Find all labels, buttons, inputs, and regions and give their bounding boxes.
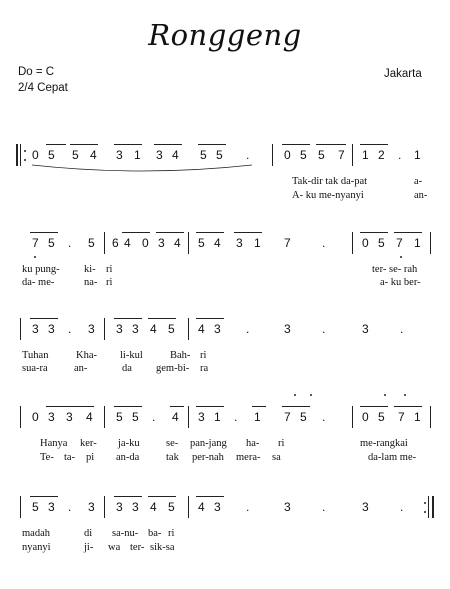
beam <box>196 232 224 233</box>
note: 5 <box>318 148 325 162</box>
beam <box>30 318 58 319</box>
lyric: per-nah <box>192 452 224 463</box>
note: 0 <box>32 410 39 424</box>
note-dot: . <box>68 500 72 514</box>
lyric: ri <box>200 350 207 361</box>
beam <box>156 232 184 233</box>
note-dot: . <box>398 148 402 162</box>
note: 5 <box>378 410 385 424</box>
note: 3 <box>116 148 123 162</box>
beam <box>114 318 142 319</box>
beam <box>196 496 224 497</box>
note: 3 <box>214 500 221 514</box>
lyric: nyanyi <box>22 542 51 553</box>
lyric: ri <box>168 528 175 539</box>
note: 5 <box>88 236 95 250</box>
barline <box>188 496 189 518</box>
lyric: na- <box>84 277 98 288</box>
note: 5 <box>378 236 385 250</box>
lyric: an- <box>74 363 88 374</box>
barline <box>104 496 105 518</box>
barline <box>20 406 21 428</box>
octave-dot <box>34 256 36 258</box>
lyric: sa <box>272 452 281 463</box>
lyric: ba- <box>148 528 162 539</box>
note: 4 <box>214 236 221 250</box>
lyric: an-da <box>116 452 140 463</box>
repeat-dot <box>424 502 426 504</box>
barline <box>104 406 105 428</box>
lyric: an- <box>414 190 428 201</box>
start-barline <box>16 144 18 166</box>
lyric: ter- se- rah <box>372 264 418 275</box>
beam <box>282 144 310 145</box>
note: 4 <box>90 148 97 162</box>
barline <box>20 496 21 518</box>
beam <box>196 406 224 407</box>
note: 1 <box>214 410 221 424</box>
note-dot: . <box>234 410 238 424</box>
note: 1 <box>414 148 421 162</box>
note-dot: . <box>68 236 72 250</box>
barline <box>352 144 353 166</box>
octave-dot <box>310 394 312 396</box>
repeat-dot <box>24 159 26 161</box>
note: 3 <box>132 322 139 336</box>
beam <box>282 406 310 407</box>
note: 4 <box>172 410 179 424</box>
note: 5 <box>198 236 205 250</box>
lyric: wa <box>108 542 121 553</box>
note: 3 <box>48 410 55 424</box>
lyric: pan-jang <box>190 438 227 449</box>
beam <box>148 318 176 319</box>
note-dot: . <box>246 322 250 336</box>
barline <box>188 406 189 428</box>
repeat-dot <box>424 511 426 513</box>
note: 5 <box>116 410 123 424</box>
barline <box>430 406 431 428</box>
beam <box>394 232 422 233</box>
note: 4 <box>198 500 205 514</box>
note: 5 <box>168 322 175 336</box>
beam <box>114 144 142 145</box>
beam <box>316 144 346 145</box>
end-barline-thin <box>428 496 429 518</box>
lyric: di <box>84 528 93 539</box>
notation-line-2 <box>0 230 450 258</box>
note: 4 <box>198 322 205 336</box>
beam <box>234 232 262 233</box>
note: 5 <box>216 148 223 162</box>
barline <box>352 232 353 254</box>
beam <box>360 232 388 233</box>
note: 3 <box>284 500 291 514</box>
note: 3 <box>48 500 55 514</box>
note: 5 <box>300 148 307 162</box>
lyric: ri <box>278 438 285 449</box>
barline <box>188 318 189 340</box>
lyric: a- ku ber- <box>380 277 421 288</box>
note-dot: . <box>322 500 326 514</box>
octave-dot <box>294 394 296 396</box>
notation-line-3 <box>0 316 450 344</box>
lyric: a- <box>414 176 423 187</box>
beam <box>46 144 66 145</box>
note: 4 <box>124 236 131 250</box>
note: 5 <box>168 500 175 514</box>
note: 3 <box>362 322 369 336</box>
lyric: Hanya <box>40 438 68 449</box>
note-dot: . <box>152 410 156 424</box>
lyric: ker- <box>80 438 97 449</box>
beam <box>30 496 58 497</box>
note: 7 <box>398 410 405 424</box>
beam <box>360 406 388 407</box>
barline <box>352 406 353 428</box>
note: 0 <box>362 410 369 424</box>
lyric: Kha- <box>76 350 97 361</box>
region-label: Jakarta <box>384 68 422 80</box>
note: 3 <box>158 236 165 250</box>
note: 3 <box>88 322 95 336</box>
lyric: mera- <box>236 452 261 463</box>
barline <box>430 232 431 254</box>
lyric: ri <box>106 277 113 288</box>
tempo-marking: 2/4 Cepat <box>18 82 68 94</box>
note: 5 <box>300 410 307 424</box>
note: 0 <box>142 236 149 250</box>
repeat-dot <box>24 150 26 152</box>
note: 7 <box>284 410 291 424</box>
lyric: madah <box>22 528 50 539</box>
lyric: se- <box>166 438 179 449</box>
note: 3 <box>88 500 95 514</box>
key-signature: Do = C <box>18 66 55 78</box>
note: 3 <box>214 322 221 336</box>
beam <box>64 406 94 407</box>
note: 2 <box>378 148 385 162</box>
octave-dot <box>404 394 406 396</box>
lyric: ja-ku <box>118 438 140 449</box>
lyric: ri <box>106 264 113 275</box>
note-dot: . <box>400 322 404 336</box>
barline <box>188 232 189 254</box>
note: 1 <box>254 236 261 250</box>
notation-line-5 <box>0 494 450 522</box>
note: 1 <box>414 236 421 250</box>
beam <box>148 496 176 497</box>
note: 4 <box>174 236 181 250</box>
barline <box>272 144 273 166</box>
lyric: da <box>122 363 132 374</box>
beam <box>122 232 150 233</box>
note: 3 <box>236 236 243 250</box>
lyric: ha- <box>246 438 260 449</box>
note: 4 <box>150 322 157 336</box>
note-dot: . <box>400 500 404 514</box>
lyric: gem-bi- <box>156 363 190 374</box>
note: 5 <box>48 236 55 250</box>
note: 7 <box>396 236 403 250</box>
lyric: Tuhan <box>22 350 49 361</box>
note: 3 <box>198 410 205 424</box>
lyric: ter- <box>130 542 145 553</box>
note: 3 <box>32 322 39 336</box>
barline <box>104 318 105 340</box>
octave-dot <box>400 256 402 258</box>
song-title: Ronggeng <box>148 18 302 52</box>
note: 3 <box>362 500 369 514</box>
beam <box>170 406 184 407</box>
lyric: A- ku me-nyanyi <box>292 190 364 201</box>
note: 6 <box>112 236 119 250</box>
note: 3 <box>116 322 123 336</box>
beam <box>196 318 224 319</box>
note: 1 <box>414 410 421 424</box>
octave-dot <box>384 394 386 396</box>
note: 1 <box>254 410 261 424</box>
note: 5 <box>72 148 79 162</box>
lyric: ta- <box>64 452 76 463</box>
lyric: ku pung- <box>22 264 60 275</box>
note: 1 <box>362 148 369 162</box>
notation-line-4 <box>0 404 450 432</box>
note: 3 <box>116 500 123 514</box>
lyric: pi <box>86 452 95 463</box>
note-dot: . <box>322 236 326 250</box>
note: 3 <box>66 410 73 424</box>
lyric: sua-ra <box>22 363 48 374</box>
lyric: li-kul <box>120 350 143 361</box>
note: 0 <box>284 148 291 162</box>
lyric: ki- <box>84 264 96 275</box>
note: 5 <box>48 148 55 162</box>
note: 3 <box>132 500 139 514</box>
note: 3 <box>48 322 55 336</box>
lyric: ra <box>200 363 209 374</box>
note: 0 <box>362 236 369 250</box>
note: 5 <box>32 500 39 514</box>
lyric: ji- <box>84 542 94 553</box>
beam <box>46 406 66 407</box>
note-dot: . <box>68 322 72 336</box>
note: 4 <box>172 148 179 162</box>
lyric: da-lam me- <box>368 452 417 463</box>
beam <box>114 406 142 407</box>
note: 7 <box>338 148 345 162</box>
note: 4 <box>86 410 93 424</box>
note: 5 <box>132 410 139 424</box>
beam <box>198 144 226 145</box>
note: 7 <box>284 236 291 250</box>
barline <box>20 318 21 340</box>
end-barline <box>432 496 434 518</box>
beam <box>114 496 142 497</box>
note-dot: . <box>322 410 326 424</box>
slur <box>30 163 254 175</box>
lyric: Tak-dir tak da-pat <box>292 176 368 187</box>
lyric: me-rangkai <box>360 438 408 449</box>
barline <box>104 232 105 254</box>
lyric: sa-nu- <box>112 528 139 539</box>
beam <box>154 144 182 145</box>
note: 4 <box>150 500 157 514</box>
beam <box>30 232 58 233</box>
note: 3 <box>284 322 291 336</box>
beam <box>394 406 422 407</box>
note: 5 <box>200 148 207 162</box>
beam <box>70 144 98 145</box>
lyric: sik-sa <box>150 542 175 553</box>
lyric: da- me- <box>22 277 55 288</box>
lyric: tak <box>166 452 179 463</box>
note-dot: . <box>246 500 250 514</box>
note: 1 <box>134 148 141 162</box>
beam <box>360 144 388 145</box>
note: 3 <box>156 148 163 162</box>
note-dot: . <box>246 148 250 162</box>
note: 0 <box>32 148 39 162</box>
beam <box>252 406 266 407</box>
lyric: Te- <box>40 452 54 463</box>
lyric: Bah- <box>170 350 191 361</box>
note-dot: . <box>322 322 326 336</box>
note: 7 <box>32 236 39 250</box>
start-barline-thin <box>20 144 21 166</box>
